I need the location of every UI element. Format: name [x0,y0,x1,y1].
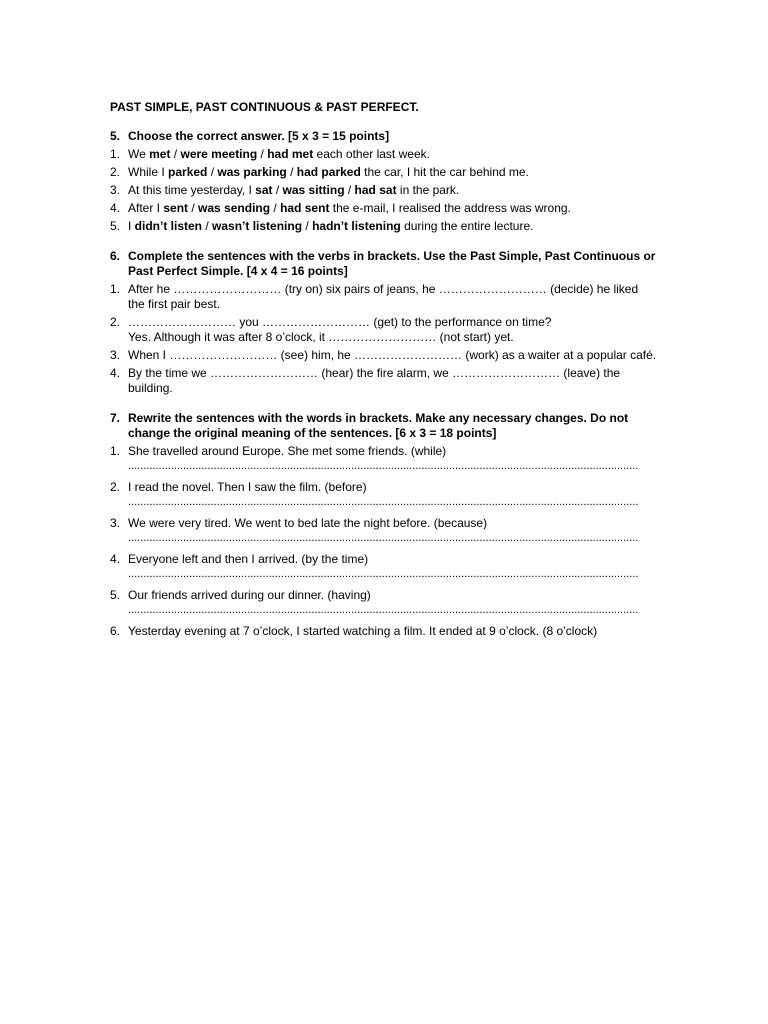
answer-option: had sent [280,201,330,215]
answer-option: was parking [217,165,287,179]
question-fragment: / [270,201,281,215]
section-instructions: Choose the correct answer. [5 x 3 = 15 points] [128,129,390,143]
answer-line[interactable]: ....................................................................................................................................................................... [128,462,639,472]
question-item [110,444,658,459]
question-item [110,516,658,531]
question-item [110,183,658,198]
question-item [110,552,658,567]
question-text [128,282,658,312]
question-text [128,201,658,216]
worksheet-page [110,100,658,654]
question-item [110,165,658,180]
question-text: Our friends arrived during our dinner. (having) [128,588,371,602]
section-7-items [110,444,658,639]
section-instructions: Complete the sentences with the verbs in brackets. Use the Past Simple, Past Continuous or Past Perfect Simple. [4 x 4 = 16 points] [128,249,656,278]
question-fragment: At this time yesterday, I [128,183,256,197]
question-text: Yesterday evening at 7 o’clock, I started watching a film. It ended at 9 o’clock. (8 o’clock) [128,624,598,638]
question-item [110,588,658,603]
question-text [128,366,658,396]
question-text: We were very tired. We went to bed late the night before. (because) [128,516,488,530]
question-fragment: in the park. [396,183,460,197]
answer-line[interactable]: ....................................................................................................................................................................... [128,498,639,508]
question-text [128,183,658,198]
question-item [110,282,658,312]
question-item [110,366,658,396]
question-fragment: the e-mail, I realised the address was wrong. [329,201,571,215]
question-number: 5. [110,219,121,233]
section-5-items [110,147,658,234]
question-text [128,219,658,234]
question-number: 5. [110,588,121,602]
question-fragment: / [302,219,313,233]
answer-option: parked [168,165,208,179]
question-text [128,165,658,180]
question-item [110,219,658,234]
question-item [110,201,658,216]
question-item [110,315,658,345]
question-text: I read the novel. Then I saw the film. (before) [128,480,367,494]
answer-option: sent [163,201,189,215]
question-line: Yes. Although it was after 8 o’clock, it ……………………… (not start) yet. [128,330,514,344]
question-number: 1. [110,444,121,458]
question-fragment: While I [128,165,169,179]
question-item [110,624,658,639]
question-number: 2. [110,165,121,179]
question-fragment: / [257,147,268,161]
answer-line[interactable]: ....................................................................................................................................................................... [128,534,639,544]
question-number: 1. [110,282,121,296]
section-5 [110,129,658,234]
page-title: PAST SIMPLE, PAST CONTINUOUS & PAST PERFECT. [110,100,419,114]
question-fragment: / [202,219,213,233]
answer-option: were meeting [180,147,258,161]
answer-line[interactable]: ....................................................................................................................................................................... [128,606,639,616]
section-7-heading [110,411,658,441]
question-item [110,147,658,162]
section-number: 5. [110,129,121,143]
question-fragment: / [272,183,283,197]
question-item [110,480,658,495]
question-number: 4. [110,552,121,566]
question-line: By the time we ……………………… (hear) the fire alarm, we ……………………… (leave) the building. [128,366,621,395]
question-text: She travelled around Europe. She met some friends. (while) [128,444,447,458]
answer-option: was sitting [282,183,345,197]
question-fragment: during the entire lecture. [400,219,534,233]
section-instructions: Rewrite the sentences with the words in brackets. Make any necessary changes. Do not change the original meaning of the sentences. [6 x 3 = 18 points] [128,411,629,440]
section-7 [110,411,658,639]
section-6-heading [110,249,658,279]
question-number: 4. [110,366,121,380]
answer-option: wasn’t listening [212,219,303,233]
answer-option: had met [267,147,314,161]
answer-line[interactable]: ....................................................................................................................................................................... [128,570,639,580]
question-fragment: / [188,201,199,215]
answer-option: hadn’t listening [312,219,401,233]
question-text [128,315,658,345]
question-fragment: We [128,147,150,161]
question-fragment: / [286,165,297,179]
question-number: 3. [110,183,121,197]
question-fragment: / [207,165,218,179]
answer-option: had sat [354,183,397,197]
question-number: 3. [110,516,121,530]
section-6 [110,249,658,396]
answer-option: was sending [198,201,271,215]
question-number: 4. [110,201,121,215]
question-item [110,348,658,363]
question-fragment: I [128,219,135,233]
question-fragment: the car, I hit the car behind me. [360,165,529,179]
section-number: 7. [110,411,121,425]
question-fragment: each other last week. [313,147,430,161]
question-number: 6. [110,624,121,638]
question-line: ……………………… you ……………………… (get) to the performance on time? [128,315,552,329]
question-text: Everyone left and then I arrived. (by the time) [128,552,369,566]
question-fragment: / [344,183,355,197]
answer-option: met [149,147,171,161]
section-5-heading [110,129,658,144]
question-number: 2. [110,480,121,494]
question-text [128,147,658,162]
question-number: 3. [110,348,121,362]
question-number: 1. [110,147,121,161]
question-fragment: After I [128,201,164,215]
answer-option: sat [255,183,273,197]
question-line: After he ……………………… (try on) six pairs of jeans, he ……………………… (decide) he liked the first pair best. [128,282,639,311]
question-fragment: / [170,147,181,161]
question-number: 2. [110,315,121,329]
answer-option: didn’t listen [134,219,203,233]
section-6-items [110,282,658,396]
question-line: When I ……………………… (see) him, he ……………………… (work) as a waiter at a popular café. [128,348,657,362]
question-text [128,348,658,363]
section-number: 6. [110,249,121,263]
answer-option: had parked [296,165,361,179]
